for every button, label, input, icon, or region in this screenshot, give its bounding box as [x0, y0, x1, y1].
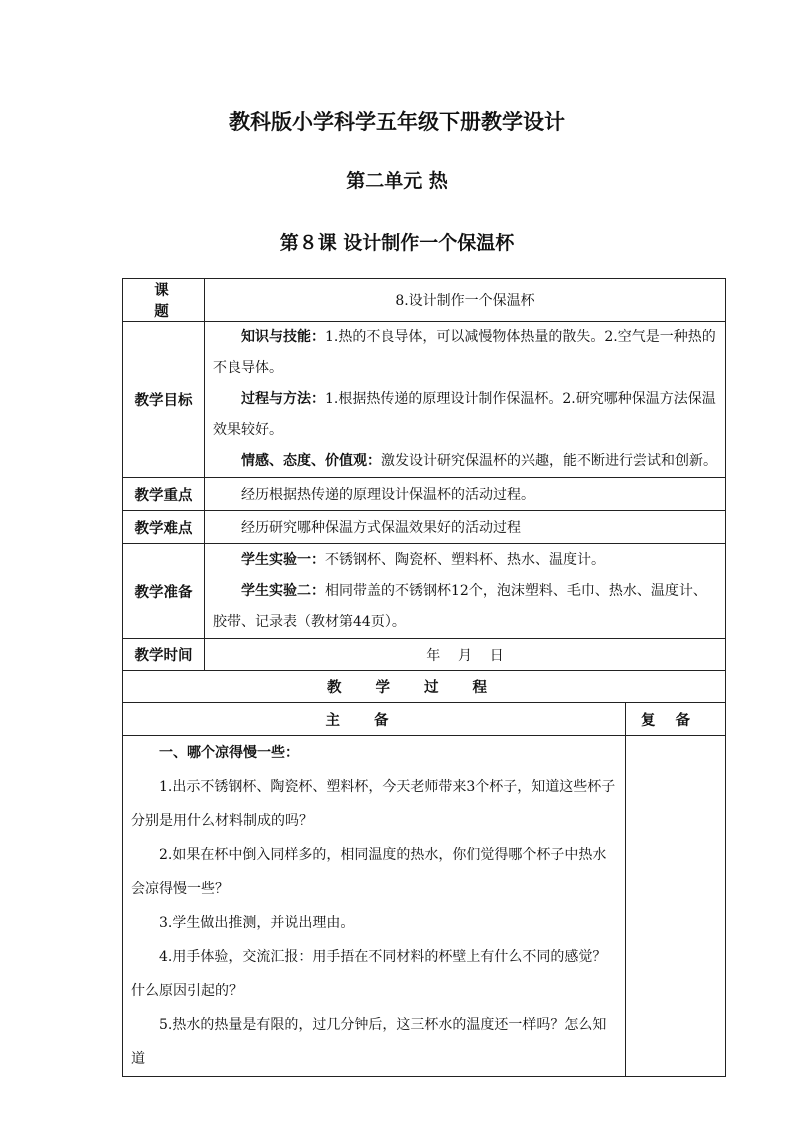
- key-value: 经历根据热传递的原理设计保温杯的活动过程。: [205, 478, 726, 511]
- lesson-title: 第８课 设计制作一个保温杯: [279, 232, 515, 254]
- process-header: 教学过程: [123, 671, 726, 703]
- review-notes-cell: [626, 736, 726, 1077]
- goals-label: 教学目标: [123, 322, 205, 478]
- prep-label: 教学准备: [123, 544, 205, 639]
- time-label: 教学时间: [123, 639, 205, 671]
- goal-knowledge: 知识与技能：1.热的不良导体，可以减慢物体热量的散失。2.空气是一种热的不良导体。: [213, 329, 716, 376]
- goal-attitude: 情感、态度、价值观：激发设计研究保温杯的兴趣，能不断进行尝试和创新。: [241, 453, 717, 469]
- process-step-3: 3.学生做出推测，并说出理由。: [159, 915, 355, 931]
- topic-row: [123, 279, 726, 322]
- lesson-plan-table: [122, 278, 726, 1077]
- prep-experiment-2: 学生实验二：相同带盖的不锈钢杯12个，泡沫塑料、毛巾、热水、温度计、胶带、记录表（教材第44页）。: [213, 582, 707, 630]
- process-content: [123, 736, 626, 1077]
- goals-content: [205, 322, 726, 478]
- difficult-label: 教学难点: [123, 511, 205, 544]
- document-title: 教科版小学科学五年级下册教学设计: [229, 109, 565, 134]
- prep-row: [123, 544, 726, 639]
- process-step-4: 4.用手体验，交流汇报：用手捂在不同材料的杯壁上有什么不同的感觉？什么原因引起的？: [131, 949, 607, 999]
- process-row: [123, 736, 726, 1077]
- process-section-heading: 一、哪个凉得慢一些：: [159, 745, 299, 761]
- process-step-1: 1.出示不锈钢杯、陶瓷杯、塑料杯，今天老师带来3个杯子，知道这些杯子分别是用什么材料制成的吗？: [131, 779, 616, 829]
- unit-title: 第二单元 热: [346, 170, 448, 192]
- column-header-row: [123, 703, 726, 736]
- difficult-row: [123, 511, 726, 544]
- topic-value: 8.设计制作一个保温杯: [205, 279, 726, 322]
- main-header: 主备: [123, 703, 626, 736]
- time-value: 年 月 日: [205, 639, 726, 671]
- prep-experiment-1: 学生实验一：不锈钢杯、陶瓷杯、塑料杯、热水、温度计。: [241, 551, 605, 568]
- review-header: 复备: [626, 703, 726, 736]
- prep-content: [205, 544, 726, 639]
- difficult-value: 经历研究哪种保温方式保温效果好的活动过程: [205, 511, 726, 544]
- topic-label: 课题: [123, 279, 205, 322]
- process-step-5: 5.热水的热量是有限的，过几分钟后，这三杯水的温度还一样吗？怎么知道: [131, 1017, 607, 1067]
- process-step-2: 2.如果在杯中倒入同样多的，相同温度的热水，你们觉得哪个杯子中热水会凉得慢一些？: [131, 847, 607, 897]
- goal-process: 过程与方法：1.根据热传递的原理设计制作保温杯。2.研究哪种保温方法保温效果较好。: [213, 391, 716, 438]
- goals-row: [123, 322, 726, 478]
- key-row: [123, 478, 726, 511]
- process-header-row: [123, 671, 726, 703]
- key-label: 教学重点: [123, 478, 205, 511]
- time-row: [123, 639, 726, 671]
